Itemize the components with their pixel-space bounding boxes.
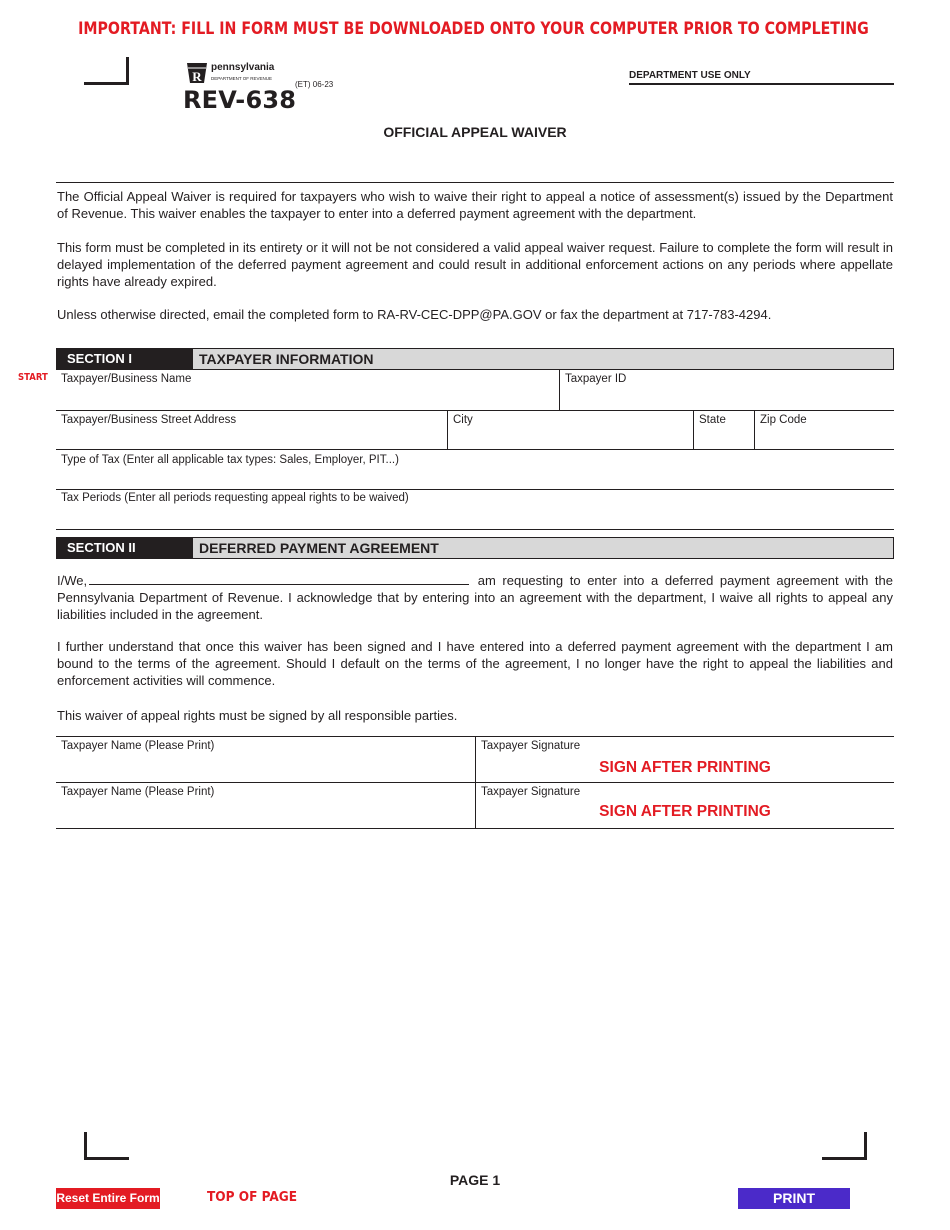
taxpayer-name-print-2[interactable]	[56, 783, 475, 829]
form-title: OFFICIAL APPEAL WAIVER	[383, 124, 567, 140]
page-number: PAGE 1	[449, 1172, 501, 1188]
form-number: REV-638	[183, 86, 297, 114]
start-marker: START	[18, 372, 48, 383]
taxpayer-id-field[interactable]	[559, 370, 894, 411]
section-2-number: SECTION II	[56, 537, 193, 559]
taxpayer-signature-1	[475, 737, 894, 783]
registration-mark-bottom-left	[84, 1132, 129, 1160]
top-of-page-link[interactable]: TOP OF PAGE	[207, 1189, 298, 1205]
tax-periods-label: Tax Periods (Enter all periods requesting appeal rights to be waived)	[61, 492, 409, 504]
taxpayer-name-field[interactable]	[56, 370, 559, 411]
section-1-number: SECTION I	[56, 348, 193, 370]
reset-form-button[interactable]: Reset Entire Form	[56, 1188, 160, 1209]
zip-code-field[interactable]	[754, 411, 894, 450]
section-2-header	[56, 537, 894, 559]
taxpayer-signature-2	[475, 783, 894, 829]
tax-type-field[interactable]	[56, 450, 894, 490]
tax-type-label: Type of Tax (Enter all applicable tax types: Sales, Employer, PIT...)	[61, 454, 399, 466]
taxpayer-signature-label: Taxpayer Signature	[481, 786, 581, 798]
taxpayer-name-print-label: Taxpayer Name (Please Print)	[61, 786, 215, 798]
state-field[interactable]	[693, 411, 754, 450]
agreement-paragraph-2: I further understand that once this waiver has been signed and I have entered into a deferred payment agreement with the department I am bound to the terms of the agreement. Should I default on the terms of the agreement, I no longer have the right to appeal the liabilities and enforcement activities will commence.	[57, 639, 893, 688]
registration-mark-bottom-right	[822, 1132, 867, 1160]
intro-paragraph-3: Unless otherwise directed, email the completed form to RA-RV-CEC-DPP@PA.GOV or fax the department at 717-783-4294.	[57, 307, 772, 322]
signature-grid	[56, 736, 894, 829]
keystone-logo-icon	[185, 61, 209, 85]
state-label: State	[699, 414, 726, 426]
form-revision: (ET) 06-23	[295, 80, 334, 89]
registration-mark-top-left	[84, 57, 129, 85]
zip-code-label: Zip Code	[760, 414, 807, 426]
svg-text:R: R	[192, 69, 202, 84]
street-address-field[interactable]	[56, 411, 447, 450]
sign-after-printing-note: SIGN AFTER PRINTING	[599, 803, 771, 820]
agreement-paragraph-1	[57, 571, 893, 623]
i-we-name-input[interactable]	[89, 571, 469, 585]
divider	[56, 182, 894, 183]
agreement-text: am requesting to enter into a deferred payment agreement with the Pennsylvania Department of Revenue. I acknowledge that by entering into an agreement with the department, I waive all rights to appeal any liabilities included in the agreement.	[57, 573, 893, 622]
taxpayer-information-grid	[56, 370, 894, 530]
section-1-title: TAXPAYER INFORMATION	[193, 348, 894, 370]
intro-paragraph-2: This form must be completed in its entirety or it will not be not considered a valid appeal waiver request. Failure to complete the form will result in delayed implementation of the deferred payment agreement and could result in additional enforcement actions on any periods where appellate rights have already expired.	[57, 240, 893, 289]
city-field[interactable]	[447, 411, 693, 450]
tax-periods-field[interactable]	[56, 490, 894, 530]
department-use-only: DEPARTMENT USE ONLY	[629, 70, 894, 85]
street-address-label: Taxpayer/Business Street Address	[61, 414, 237, 426]
sign-after-printing-note: SIGN AFTER PRINTING	[599, 759, 771, 776]
logo-subtext: DEPARTMENT OF REVENUE	[211, 76, 273, 81]
print-button[interactable]: PRINT	[738, 1188, 850, 1209]
i-we-label: I/We,	[57, 573, 88, 588]
section-1-header	[56, 348, 894, 370]
agreement-paragraph-3: This waiver of appeal rights must be signed by all responsible parties.	[57, 708, 458, 723]
taxpayer-signature-label: Taxpayer Signature	[481, 740, 581, 752]
taxpayer-id-label: Taxpayer ID	[565, 373, 627, 385]
taxpayer-name-print-1[interactable]	[56, 737, 475, 783]
download-warning: IMPORTANT: FILL IN FORM MUST BE DOWNLOADED ONTO YOUR COMPUTER PRIOR TO COMPLETING	[78, 19, 869, 38]
section-2-title: DEFERRED PAYMENT AGREEMENT	[193, 537, 894, 559]
taxpayer-name-print-label: Taxpayer Name (Please Print)	[61, 740, 215, 752]
city-label: City	[453, 414, 473, 426]
taxpayer-name-label: Taxpayer/Business Name	[61, 373, 192, 385]
intro-paragraph-1: The Official Appeal Waiver is required for taxpayers who wish to waive their right to appeal a notice of assessment(s) issued by the Department of Revenue. This waiver enables the taxpayer to enter into a deferred payment agreement with the department.	[57, 189, 893, 221]
logo-wordmark: pennsylvania	[211, 62, 275, 73]
